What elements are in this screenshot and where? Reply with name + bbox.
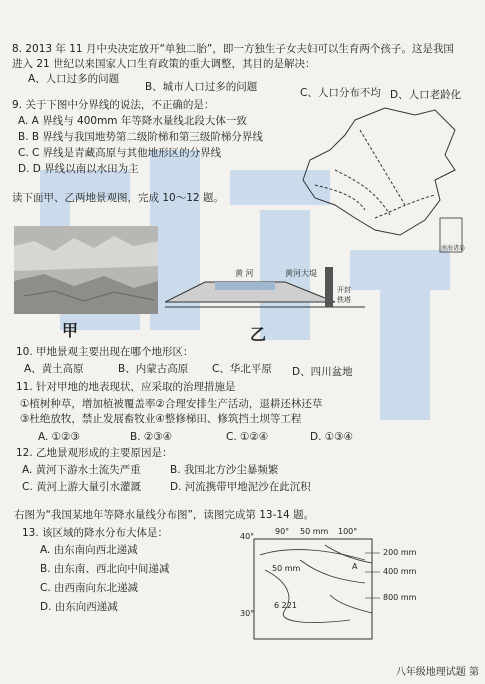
lon-label-50mm: 50 mm [300, 527, 329, 536]
q11-stem: 11. 针对甲地的地表现状，应采取的治理措施是 [16, 381, 236, 393]
south-sea-label: 南海诸岛 [441, 245, 465, 252]
q12-option-a: A. 黄河下游水土流失严重 [22, 464, 141, 476]
lon-label-90: 90° [275, 527, 290, 536]
iso-label-50mm-inner: 50 mm [272, 564, 301, 573]
lat-label-30: 30° [240, 609, 255, 618]
peak-label: 6 221 [274, 601, 297, 610]
precipitation-map [240, 525, 430, 645]
q13-option-b: B. 由东南、西北向中间递减 [40, 563, 170, 575]
intro-10-12: 读下面甲、乙两地景观图，完成 10～12 题。 [12, 192, 224, 204]
q12-option-d: D. 河流携带甲地泥沙在此沉积 [170, 481, 311, 493]
q13-option-d: D. 由东向西递减 [40, 601, 118, 613]
q9-option-c: C. C 界线是青藏高原与其他地形区的分界线 [18, 147, 222, 159]
caption-yi: 乙 [250, 325, 267, 344]
iso-label-200mm: 200 mm [383, 548, 417, 557]
q11-option-c: C. ①②④ [226, 431, 269, 443]
q9-option-d: D. D 界线以南以水田为主 [18, 163, 139, 175]
q13-stem: 13. 该区域的降水分布大体是： [22, 527, 169, 539]
label-tieta-2: 铁塔 [337, 296, 351, 304]
q11-option-d: D. ①③④ [310, 431, 353, 443]
lon-label-100: 100° [338, 527, 358, 536]
q13-option-c: C. 由西南向东北递减 [40, 582, 139, 594]
iso-label-800mm: 800 mm [383, 593, 417, 602]
lat-label-40: 40° [240, 532, 255, 541]
label-huanghe: 黄 河 [235, 269, 254, 278]
q11-line-1: ①植树种草，增加植被覆盖率②合理安排生产活动，退耕还林还草 [20, 398, 323, 410]
q8-option-a: A、人口过多的问题 [28, 73, 120, 85]
q8-stem-line2: 进入 21 世纪以来国家人口生育政策的重大调整，其目的是解决： [12, 58, 316, 70]
q10-option-d: D、四川盆地 [292, 366, 353, 378]
q10-option-a: A、黄土高原 [24, 363, 84, 375]
caption-jia: 甲 [62, 321, 79, 340]
image-jia-landscape [14, 226, 158, 314]
q13-option-a: A. 由东南向西北递减 [40, 544, 138, 556]
q11-line-2: ③杜绝放牧，禁止发展畜牧业④整修梯田、修筑挡土坝等工程 [20, 413, 302, 425]
label-dadi: 黄河大堤 [285, 269, 317, 278]
q8-option-d: D、人口老龄化 [390, 89, 462, 101]
iso-label-400mm: 400 mm [383, 567, 417, 576]
q9-option-a: A. A 界线与 400mm 年等降水量线北段大体一致 [18, 115, 247, 127]
q8-option-c: C、人口分布不均 [300, 87, 381, 99]
q12-stem: 12. 乙地景观形成的主要原因是： [16, 447, 173, 459]
page-footer: 八年级地理试题 第 [395, 667, 479, 678]
label-tieta-1: 开封 [337, 286, 351, 294]
q11-option-b: B. ②③④ [130, 431, 173, 443]
china-boundary-map [295, 100, 465, 260]
q11-option-a: A. ①②③ [38, 431, 80, 443]
q12-option-b: B. 我国北方沙尘暴频繁 [170, 464, 279, 476]
q10-option-b: B、内蒙古高原 [118, 363, 189, 375]
q8-option-b: B、城市人口过多的问题 [145, 81, 258, 93]
q8-stem-line1: 8. 2013 年 11 月中央决定放开“单独二胎”，即一方独生子女夫妇可以生育两个孩子。这是我国 [12, 43, 454, 55]
point-a-label: A [352, 562, 358, 571]
q9-stem: 9. 关于下图中分界线的说法，不正确的是： [12, 99, 215, 111]
intro-13-14: 右图为“我国某地年等降水量线分布图”，读图完成第 13-14 题。 [14, 509, 315, 521]
image-yi-diagram [165, 262, 365, 322]
q12-option-c: C. 黄河上游大量引水灌溉 [22, 481, 142, 493]
q10-stem: 10. 甲地景观主要出现在哪个地形区： [16, 346, 194, 358]
q10-option-c: C、华北平原 [212, 363, 272, 375]
q9-option-b: B. B 界线与我国地势第二级阶梯和第三级阶梯分界线 [18, 131, 263, 143]
